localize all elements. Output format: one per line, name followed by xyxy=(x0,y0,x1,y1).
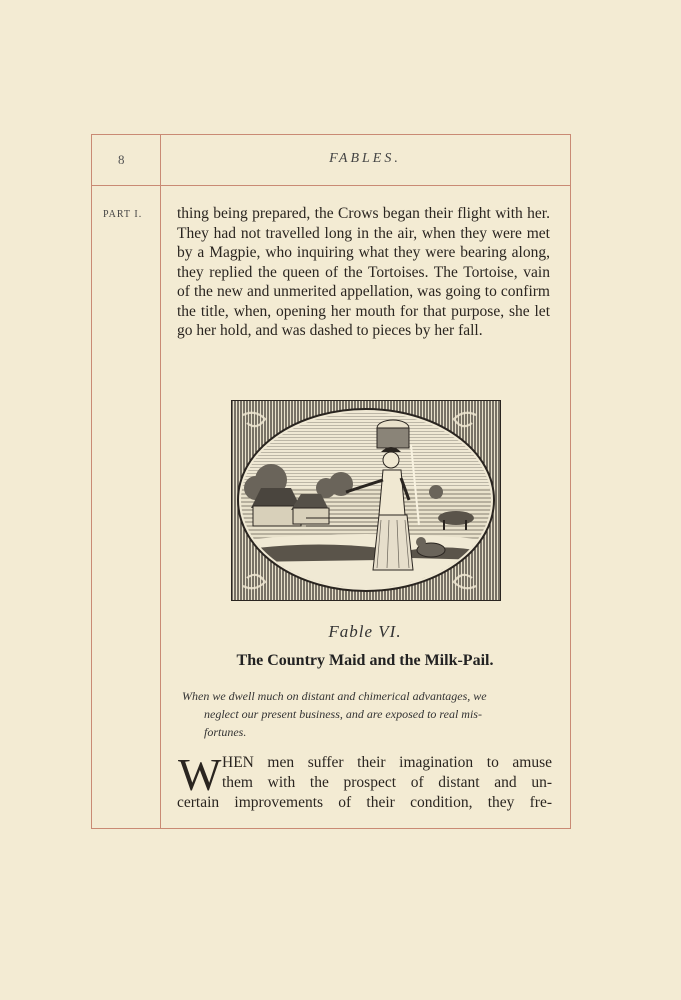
moral-line: fortunes. xyxy=(204,725,247,739)
margin-rule xyxy=(160,134,161,829)
woodcut-illustration xyxy=(231,400,501,601)
fable-subtitle: The Country Maid and the Milk-Pail. xyxy=(236,652,494,669)
header-rule xyxy=(91,185,571,186)
running-head: FABLES. xyxy=(329,151,401,166)
opening-line: HEN men suffer their imagination to amuse xyxy=(222,754,552,771)
fable-moral xyxy=(182,687,554,741)
moral-line: When we dwell much on distant and chimerical advantages, we xyxy=(182,689,487,703)
part-label: PART I. xyxy=(103,209,143,220)
drop-cap: W xyxy=(178,749,222,800)
moral-line: neglect our present business, and are exposed to real mis- xyxy=(204,707,482,721)
opening-line: them with the prospect of distant and un- xyxy=(222,774,552,791)
page-number: 8 xyxy=(118,152,125,167)
body-paragraph: thing being prepared, the Crows began their flight with her. They had not travelled long in the air, when they were met by a Magpie, who inquiring what they were bearing along, they replied the queen of the Tortoises. The Tortoise, vain of the new and unmerited appellation, was going to confirm the title, when, opening her mouth for that purpose, she let go her hold, and was dashed to pieces by her fall. xyxy=(177,205,550,339)
fable-title: Fable VI. xyxy=(328,622,402,641)
fable-opening-paragraph xyxy=(177,749,552,813)
woodcut-engraving xyxy=(231,400,501,601)
opening-line: certain improvements of their condition, they fre- xyxy=(177,794,552,811)
